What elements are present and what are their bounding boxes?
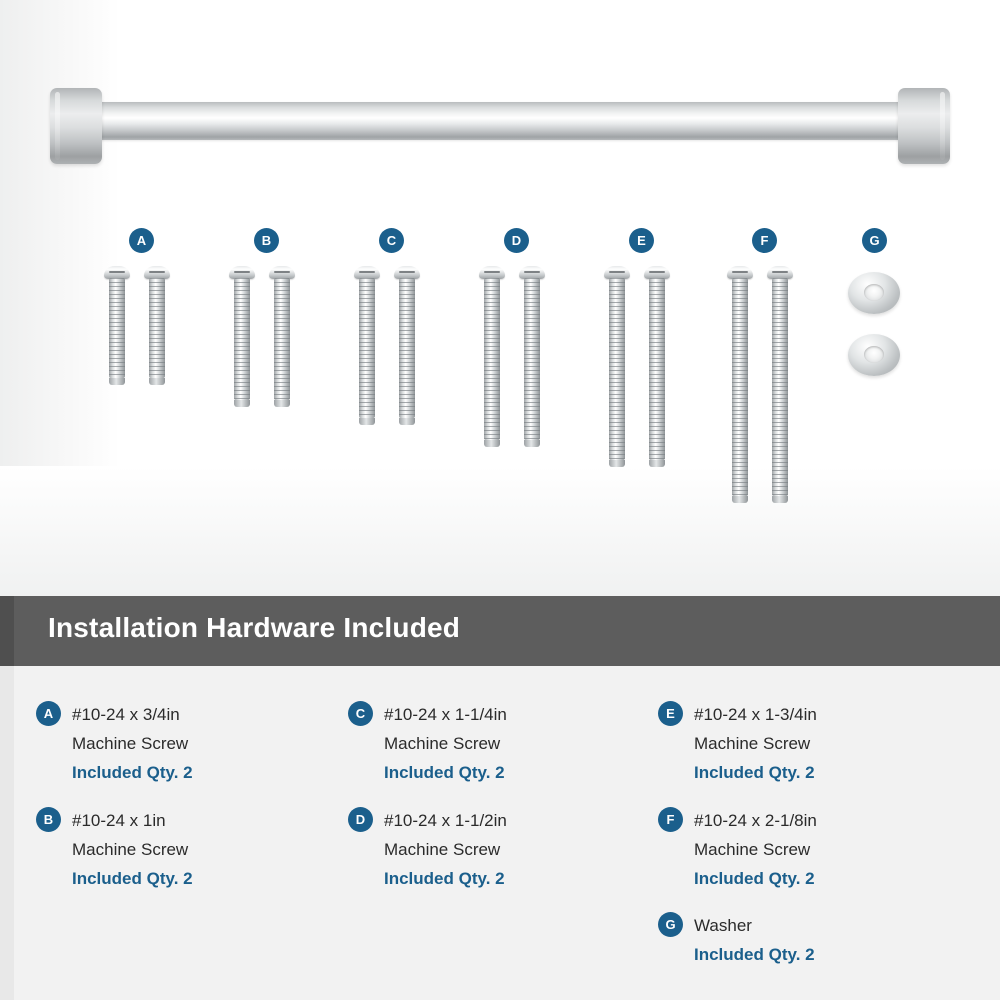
screw-shaft <box>484 278 500 440</box>
callout-badge-c: C <box>379 228 404 253</box>
banner-accent <box>0 596 14 666</box>
legend-badge-g: G <box>658 912 683 937</box>
legend-text-b <box>72 806 336 893</box>
callout-badge-g: G <box>862 228 887 253</box>
legend-text-f <box>694 806 958 893</box>
legend-text-g <box>694 911 958 969</box>
legend-type-b: Machine Screw <box>72 840 189 859</box>
screw-tip <box>649 460 665 467</box>
legend-size-a: #10-24 x 3/4in <box>72 705 180 724</box>
screw-shaft <box>274 278 290 400</box>
screw-tip <box>234 400 250 407</box>
legend-type-a: Machine Screw <box>72 734 189 753</box>
legend-size-c: #10-24 x 1-1/4in <box>384 705 507 724</box>
screw-shaft <box>359 278 375 418</box>
legend-badge-a: A <box>36 701 61 726</box>
legend-badge-b: B <box>36 807 61 832</box>
hardware-legend <box>0 666 1000 1000</box>
legend-qty-g: Included Qty. 2 <box>694 945 815 964</box>
screw-shaft <box>649 278 665 460</box>
legend-text-e <box>694 700 958 787</box>
screw-tip <box>109 378 125 385</box>
backdrop-shadow-bottom <box>0 466 1000 596</box>
legend-badge-f: F <box>658 807 683 832</box>
screw-shaft <box>609 278 625 460</box>
legend-qty-f: Included Qty. 2 <box>694 869 815 888</box>
screw-tip <box>524 440 540 447</box>
screw-shaft <box>109 278 125 378</box>
screw-tip <box>484 440 500 447</box>
legend-text-a <box>72 700 336 787</box>
legend-type-f: Machine Screw <box>694 840 811 859</box>
legend-text-d <box>384 806 648 893</box>
banner-title: Installation Hardware Included <box>48 612 461 643</box>
legend-size-g: Washer <box>694 916 752 935</box>
legend-size-e: #10-24 x 1-3/4in <box>694 705 817 724</box>
towel-bar-post-right <box>898 88 950 164</box>
screw-tip <box>274 400 290 407</box>
legend-badge-c: C <box>348 701 373 726</box>
screw-tip <box>609 460 625 467</box>
callout-badge-b: B <box>254 228 279 253</box>
callout-badge-a: A <box>129 228 154 253</box>
legend-size-b: #10-24 x 1in <box>72 811 166 830</box>
legend-badge-d: D <box>348 807 373 832</box>
legend-type-e: Machine Screw <box>694 734 811 753</box>
towel-bar <box>44 88 956 164</box>
legend-qty-e: Included Qty. 2 <box>694 763 815 782</box>
legend-qty-a: Included Qty. 2 <box>72 763 193 782</box>
callout-badge-e: E <box>629 228 654 253</box>
callout-badge-d: D <box>504 228 529 253</box>
screw-shaft <box>399 278 415 418</box>
hardware-banner <box>0 596 1000 666</box>
screw-tip <box>732 496 748 503</box>
legend-qty-c: Included Qty. 2 <box>384 763 505 782</box>
legend-qty-b: Included Qty. 2 <box>72 869 193 888</box>
screw-shaft <box>772 278 788 496</box>
screw-shaft <box>149 278 165 378</box>
legend-text-c <box>384 700 648 787</box>
legend-type-c: Machine Screw <box>384 734 501 753</box>
callout-badge-f: F <box>752 228 777 253</box>
washer-2 <box>848 334 900 376</box>
legend-size-d: #10-24 x 1-1/2in <box>384 811 507 830</box>
towel-bar-tube <box>94 102 906 140</box>
washer-1 <box>848 272 900 314</box>
screw-tip <box>772 496 788 503</box>
legend-size-f: #10-24 x 2-1/8in <box>694 811 817 830</box>
screw-tip <box>359 418 375 425</box>
post-highlight <box>55 92 60 160</box>
legend-qty-d: Included Qty. 2 <box>384 869 505 888</box>
legend-badge-e: E <box>658 701 683 726</box>
legend-type-d: Machine Screw <box>384 840 501 859</box>
post-highlight <box>940 92 945 160</box>
screw-tip <box>399 418 415 425</box>
legend-left-strip <box>0 666 14 1000</box>
screw-shaft <box>732 278 748 496</box>
screw-tip <box>149 378 165 385</box>
screw-shaft <box>524 278 540 440</box>
towel-bar-post-left <box>50 88 102 164</box>
screw-shaft <box>234 278 250 400</box>
